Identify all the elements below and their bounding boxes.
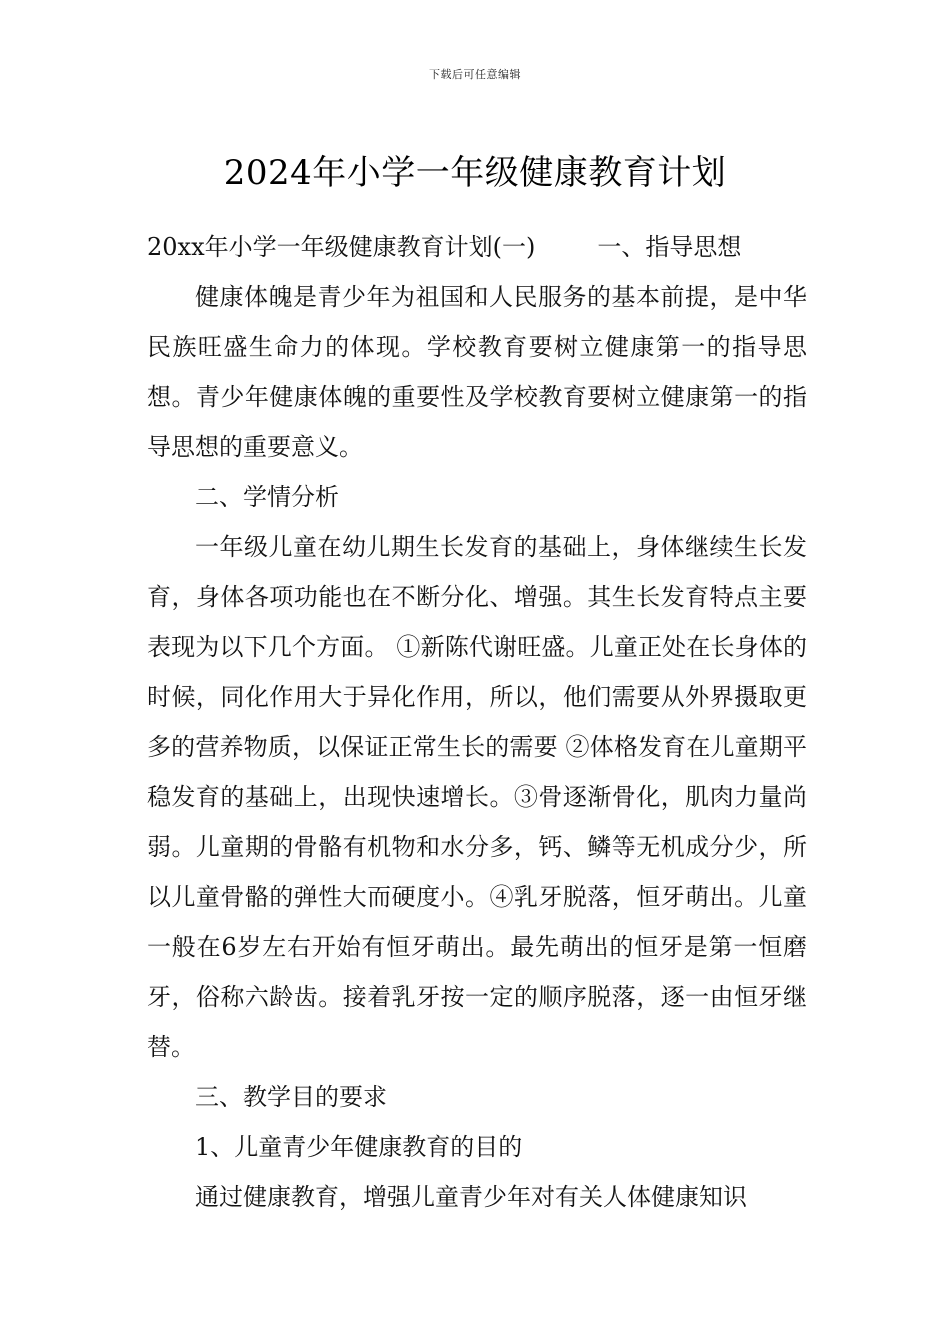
- paragraph-guiding-thought: 健康体魄是青少年为祖国和人民服务的基本前提，是中华民族旺盛生命力的体现。学校教育要树立健康第一的指导思想。青少年健康体魄的重要性及学校教育要树立健康第一的指导思想的重要意义。: [147, 283, 807, 461]
- header-note: 下载后可任意编辑: [429, 68, 521, 81]
- document-body: [147, 222, 807, 1222]
- section-heading-teaching-goals: 三、教学目的要求: [195, 1083, 387, 1111]
- paragraph-health-education-purpose: 通过健康教育，增强儿童青少年对有关人体健康知识: [195, 1183, 747, 1211]
- section-heading-guiding-thought: 一、指导思想: [597, 233, 742, 261]
- plan-subtitle: 20xx年小学一年级健康教育计划(一): [147, 233, 536, 261]
- section-heading-learning-analysis: 二、学情分析: [195, 483, 339, 511]
- paragraph-learning-analysis: 一年级儿童在幼儿期生长发育的基础上，身体继续生长发育，身体各项功能也在不断分化、增强。其生长发育特点主要表现为以下几个方面。 ①新陈代谢旺盛。儿童正处在长身体的时候，同化作用大于异化作用，所以，他们需要从外界摄取更多的营养物质，以保证正常生长的需要 ②体格发育在儿童期平稳发育的基础上，出现快速增长。③骨逐渐骨化，肌肉力量尚弱。儿童期的骨骼有机物和水分多，钙、鳞等无机成分少，所以儿童骨骼的弹性大而硬度小。④乳牙脱落，恒牙萌出。儿童一般在6岁左右开始有恒牙萌出。最先萌出的恒牙是第一恒磨牙，俗称六龄齿。接着乳牙按一定的顺序脱落，逐一由恒牙继替。: [147, 533, 807, 1061]
- subheading-health-education-purpose: 1、儿童青少年健康教育的目的: [195, 1133, 523, 1161]
- intro-line: [147, 222, 807, 272]
- document-title: 2024年小学一年级健康教育计划: [223, 152, 727, 193]
